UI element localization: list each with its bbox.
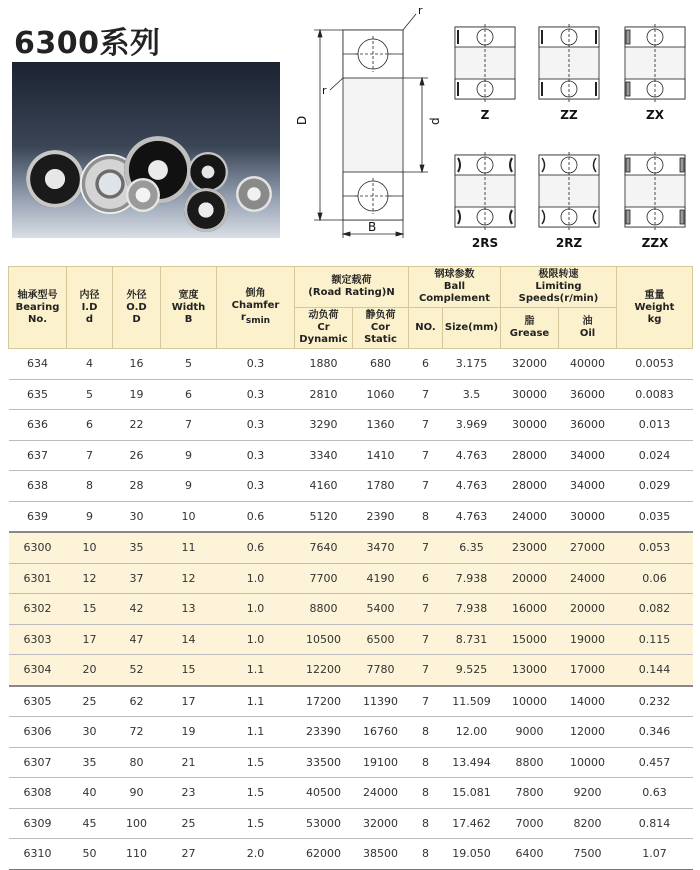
- cell-ball-count: 8: [409, 839, 443, 870]
- cell-dynamic-load: 53000: [295, 808, 353, 839]
- variant-2rs-shape: [450, 150, 520, 232]
- cell-weight: 0.053: [617, 532, 693, 563]
- cell-dynamic-load: 5120: [295, 501, 353, 532]
- cell-ball-size: 15.081: [443, 778, 501, 809]
- cell-weight: 1.07: [617, 839, 693, 870]
- cell-chamfer: 2.0: [217, 839, 295, 870]
- cell-ball-count: 7: [409, 379, 443, 410]
- cell-grease-speed: 16000: [501, 594, 559, 625]
- cell-ball-size: 11.509: [443, 686, 501, 717]
- cell-grease-speed: 24000: [501, 501, 559, 532]
- cell-inner-diameter: 17: [67, 624, 113, 655]
- cell-dynamic-load: 3340: [295, 440, 353, 471]
- cell-width: 12: [161, 563, 217, 594]
- bearing-spec-table: [8, 266, 693, 870]
- cell-width: 10: [161, 501, 217, 532]
- cell-static-load: 1360: [353, 410, 409, 441]
- cell-bearing-no: 6301: [9, 563, 67, 594]
- cell-dynamic-load: 40500: [295, 778, 353, 809]
- variant-2rz-diagram: [534, 150, 604, 250]
- cell-dynamic-load: 7700: [295, 563, 353, 594]
- table-row: [9, 717, 693, 748]
- cell-chamfer: 0.3: [217, 379, 295, 410]
- cell-bearing-no: 6305: [9, 686, 67, 717]
- bearing-photo-1: [26, 150, 84, 208]
- cell-outer-diameter: 19: [113, 379, 161, 410]
- cell-inner-diameter: 20: [67, 655, 113, 686]
- label-r-top: r: [418, 4, 423, 17]
- variant-label-2rz: 2RZ: [555, 236, 583, 250]
- cell-chamfer: 0.3: [217, 440, 295, 471]
- header-dynamic-load: 动负荷 Cr Dynamic: [295, 308, 353, 349]
- variant-zzx-diagram: [620, 150, 690, 250]
- cell-ball-size: 12.00: [443, 717, 501, 748]
- header-inner-diameter: 内径 I.D d: [67, 267, 113, 349]
- variant-2rz-shape: [534, 150, 604, 232]
- cell-ball-size: 17.462: [443, 808, 501, 839]
- cell-grease-speed: 15000: [501, 624, 559, 655]
- cell-grease-speed: 30000: [501, 379, 559, 410]
- cell-static-load: 11390: [353, 686, 409, 717]
- variant-zz-diagram: [534, 22, 604, 122]
- cell-static-load: 5400: [353, 594, 409, 625]
- header-bearing-no: 轴承型号 Bearing No.: [9, 267, 67, 349]
- cell-ball-size: 6.35: [443, 532, 501, 563]
- cell-oil-speed: 40000: [559, 349, 617, 380]
- table-body: [9, 349, 693, 870]
- cell-ball-count: 8: [409, 717, 443, 748]
- cell-weight: 0.0053: [617, 349, 693, 380]
- cell-dynamic-load: 2810: [295, 379, 353, 410]
- cell-ball-count: 7: [409, 440, 443, 471]
- table-row: [9, 839, 693, 870]
- cell-bearing-no: 6304: [9, 655, 67, 686]
- cell-inner-diameter: 50: [67, 839, 113, 870]
- cell-static-load: 1060: [353, 379, 409, 410]
- cell-outer-diameter: 90: [113, 778, 161, 809]
- cell-chamfer: 0.6: [217, 532, 295, 563]
- cell-outer-diameter: 52: [113, 655, 161, 686]
- cell-width: 15: [161, 655, 217, 686]
- cell-bearing-no: 6307: [9, 747, 67, 778]
- product-photo: [12, 62, 280, 238]
- cell-chamfer: 1.0: [217, 624, 295, 655]
- cell-grease-speed: 28000: [501, 440, 559, 471]
- cell-oil-speed: 12000: [559, 717, 617, 748]
- cell-outer-diameter: 16: [113, 349, 161, 380]
- cell-ball-count: 7: [409, 624, 443, 655]
- cell-ball-count: 7: [409, 655, 443, 686]
- table-row: [9, 349, 693, 380]
- variant-label-z: Z: [480, 108, 490, 122]
- bearing-cross-section-diagram: [288, 0, 448, 250]
- cell-oil-speed: 14000: [559, 686, 617, 717]
- cell-static-load: 19100: [353, 747, 409, 778]
- cell-oil-speed: 27000: [559, 532, 617, 563]
- header-grease-speed: 脂 Grease: [501, 308, 559, 349]
- variant-2rs-diagram: [450, 150, 520, 250]
- header-load-rating: 额定载荷 (Road Rating)N: [295, 267, 409, 308]
- cell-inner-diameter: 45: [67, 808, 113, 839]
- cell-width: 17: [161, 686, 217, 717]
- cell-weight: 0.232: [617, 686, 693, 717]
- cell-ball-count: 6: [409, 349, 443, 380]
- header-ball-complement: 钢球参数 Ball Complement: [409, 267, 501, 308]
- cell-ball-count: 8: [409, 778, 443, 809]
- cell-ball-size: 7.938: [443, 563, 501, 594]
- cell-static-load: 7780: [353, 655, 409, 686]
- cell-grease-speed: 7000: [501, 808, 559, 839]
- cell-chamfer: 1.0: [217, 594, 295, 625]
- cell-chamfer: 1.1: [217, 686, 295, 717]
- cell-outer-diameter: 28: [113, 471, 161, 502]
- bearing-photo-6: [184, 188, 228, 232]
- cell-grease-speed: 7800: [501, 778, 559, 809]
- cell-width: 14: [161, 624, 217, 655]
- cell-bearing-no: 6308: [9, 778, 67, 809]
- cell-dynamic-load: 62000: [295, 839, 353, 870]
- cell-inner-diameter: 4: [67, 349, 113, 380]
- cell-weight: 0.457: [617, 747, 693, 778]
- cell-ball-size: 4.763: [443, 440, 501, 471]
- cell-ball-count: 6: [409, 563, 443, 594]
- bearing-photo-5: [188, 152, 228, 192]
- cell-chamfer: 1.5: [217, 778, 295, 809]
- cell-dynamic-load: 8800: [295, 594, 353, 625]
- cell-static-load: 32000: [353, 808, 409, 839]
- cell-weight: 0.082: [617, 594, 693, 625]
- cell-dynamic-load: 7640: [295, 532, 353, 563]
- cell-bearing-no: 635: [9, 379, 67, 410]
- cell-inner-diameter: 40: [67, 778, 113, 809]
- cell-width: 11: [161, 532, 217, 563]
- cell-ball-size: 7.938: [443, 594, 501, 625]
- cell-oil-speed: 7500: [559, 839, 617, 870]
- label-r-left: r: [322, 84, 327, 97]
- cell-oil-speed: 36000: [559, 379, 617, 410]
- header-oil-speed: 油 Oil: [559, 308, 617, 349]
- cell-inner-diameter: 6: [67, 410, 113, 441]
- cell-inner-diameter: 7: [67, 440, 113, 471]
- cell-ball-size: 3.969: [443, 410, 501, 441]
- variant-z-shape: [450, 22, 520, 104]
- header-limiting-speeds: 极限转速 Limiting Speeds(r/min): [501, 267, 617, 308]
- cell-weight: 0.144: [617, 655, 693, 686]
- cell-oil-speed: 17000: [559, 655, 617, 686]
- table-row: [9, 563, 693, 594]
- header-ball-size: Size(mm): [443, 308, 501, 349]
- cell-chamfer: 1.0: [217, 563, 295, 594]
- cell-ball-count: 8: [409, 808, 443, 839]
- cell-grease-speed: 9000: [501, 717, 559, 748]
- cell-dynamic-load: 23390: [295, 717, 353, 748]
- cell-bearing-no: 639: [9, 501, 67, 532]
- cell-width: 5: [161, 349, 217, 380]
- cell-bearing-no: 6302: [9, 594, 67, 625]
- cell-ball-count: 7: [409, 410, 443, 441]
- cell-outer-diameter: 37: [113, 563, 161, 594]
- cell-ball-count: 7: [409, 686, 443, 717]
- cell-width: 21: [161, 747, 217, 778]
- cell-bearing-no: 636: [9, 410, 67, 441]
- cell-ball-size: 9.525: [443, 655, 501, 686]
- bearing-photo-4: [126, 178, 160, 212]
- cell-width: 23: [161, 778, 217, 809]
- table-row: [9, 410, 693, 441]
- table-row: [9, 471, 693, 502]
- cell-dynamic-load: 17200: [295, 686, 353, 717]
- cell-bearing-no: 637: [9, 440, 67, 471]
- cell-grease-speed: 10000: [501, 686, 559, 717]
- cell-ball-size: 4.763: [443, 471, 501, 502]
- table-row: [9, 624, 693, 655]
- label-inner-diameter: d: [428, 117, 442, 125]
- label-width: B: [368, 220, 377, 234]
- header-chamfer: 倒角 Chamfer $r_{smin}$: [217, 267, 295, 349]
- variant-label-zx: ZX: [646, 108, 664, 122]
- cell-ball-size: 3.5: [443, 379, 501, 410]
- cell-dynamic-load: 1880: [295, 349, 353, 380]
- cell-inner-diameter: 12: [67, 563, 113, 594]
- label-outer-diameter: D: [295, 115, 309, 125]
- table-row: [9, 501, 693, 532]
- table-row: [9, 379, 693, 410]
- cell-oil-speed: 8200: [559, 808, 617, 839]
- table-row: [9, 747, 693, 778]
- cell-ball-count: 7: [409, 594, 443, 625]
- table-row: [9, 532, 693, 563]
- cell-ball-size: 13.494: [443, 747, 501, 778]
- cell-width: 27: [161, 839, 217, 870]
- table-row: [9, 686, 693, 717]
- cell-chamfer: 1.5: [217, 747, 295, 778]
- cell-static-load: 1780: [353, 471, 409, 502]
- cell-chamfer: 1.5: [217, 808, 295, 839]
- cell-grease-speed: 28000: [501, 471, 559, 502]
- cell-ball-size: 3.175: [443, 349, 501, 380]
- cell-grease-speed: 20000: [501, 563, 559, 594]
- cell-ball-count: 7: [409, 532, 443, 563]
- header-weight: 重量 Weight kg: [617, 267, 693, 349]
- cell-weight: 0.0083: [617, 379, 693, 410]
- cell-width: 6: [161, 379, 217, 410]
- cell-bearing-no: 6306: [9, 717, 67, 748]
- cell-oil-speed: 36000: [559, 410, 617, 441]
- variant-zz-shape: [534, 22, 604, 104]
- cell-oil-speed: 30000: [559, 501, 617, 532]
- cell-dynamic-load: 4160: [295, 471, 353, 502]
- cell-static-load: 3470: [353, 532, 409, 563]
- page-title: 6300系列: [14, 26, 161, 61]
- cell-static-load: 6500: [353, 624, 409, 655]
- cell-dynamic-load: 12200: [295, 655, 353, 686]
- cell-grease-speed: 8800: [501, 747, 559, 778]
- variant-label-2rs: 2RS: [471, 236, 499, 250]
- cell-width: 9: [161, 471, 217, 502]
- cell-width: 13: [161, 594, 217, 625]
- cell-outer-diameter: 26: [113, 440, 161, 471]
- cell-oil-speed: 19000: [559, 624, 617, 655]
- header-width: 宽度 Width B: [161, 267, 217, 349]
- cell-oil-speed: 9200: [559, 778, 617, 809]
- cell-bearing-no: 6303: [9, 624, 67, 655]
- cell-ball-count: 7: [409, 471, 443, 502]
- cell-dynamic-load: 10500: [295, 624, 353, 655]
- cell-width: 19: [161, 717, 217, 748]
- cell-outer-diameter: 110: [113, 839, 161, 870]
- cell-weight: 0.06: [617, 563, 693, 594]
- cell-bearing-no: 6300: [9, 532, 67, 563]
- cell-chamfer: 1.1: [217, 655, 295, 686]
- cell-inner-diameter: 15: [67, 594, 113, 625]
- cell-bearing-no: 6309: [9, 808, 67, 839]
- cell-outer-diameter: 72: [113, 717, 161, 748]
- cell-width: 9: [161, 440, 217, 471]
- cell-outer-diameter: 22: [113, 410, 161, 441]
- variant-zx-diagram: [620, 22, 690, 122]
- cell-bearing-no: 6310: [9, 839, 67, 870]
- cell-oil-speed: 20000: [559, 594, 617, 625]
- table-row: [9, 778, 693, 809]
- cell-chamfer: 0.3: [217, 471, 295, 502]
- cell-outer-diameter: 80: [113, 747, 161, 778]
- cell-weight: 0.035: [617, 501, 693, 532]
- cell-ball-size: 4.763: [443, 501, 501, 532]
- cell-chamfer: 0.3: [217, 349, 295, 380]
- cell-static-load: 38500: [353, 839, 409, 870]
- cell-inner-diameter: 25: [67, 686, 113, 717]
- cell-outer-diameter: 35: [113, 532, 161, 563]
- cell-static-load: 16760: [353, 717, 409, 748]
- cell-oil-speed: 34000: [559, 471, 617, 502]
- cell-ball-size: 19.050: [443, 839, 501, 870]
- cell-inner-diameter: 9: [67, 501, 113, 532]
- header-outer-diameter: 外径 O.D D: [113, 267, 161, 349]
- table-row: [9, 440, 693, 471]
- cell-bearing-no: 634: [9, 349, 67, 380]
- cell-ball-count: 8: [409, 501, 443, 532]
- cell-static-load: 4190: [353, 563, 409, 594]
- cell-bearing-no: 638: [9, 471, 67, 502]
- cell-grease-speed: 32000: [501, 349, 559, 380]
- cell-weight: 0.115: [617, 624, 693, 655]
- table-row: [9, 808, 693, 839]
- cell-width: 7: [161, 410, 217, 441]
- cell-static-load: 24000: [353, 778, 409, 809]
- table-row: [9, 655, 693, 686]
- cell-grease-speed: 13000: [501, 655, 559, 686]
- table-row: [9, 594, 693, 625]
- cell-weight: 0.346: [617, 717, 693, 748]
- cell-oil-speed: 24000: [559, 563, 617, 594]
- cell-weight: 0.63: [617, 778, 693, 809]
- cell-dynamic-load: 3290: [295, 410, 353, 441]
- cell-grease-speed: 6400: [501, 839, 559, 870]
- cell-outer-diameter: 100: [113, 808, 161, 839]
- variant-label-zz: ZZ: [560, 108, 578, 122]
- cell-inner-diameter: 10: [67, 532, 113, 563]
- variant-label-zzx: ZZX: [641, 236, 669, 250]
- cell-outer-diameter: 62: [113, 686, 161, 717]
- cell-oil-speed: 34000: [559, 440, 617, 471]
- bearing-photo-7: [236, 176, 272, 212]
- header-ball-count: NO.: [409, 308, 443, 349]
- cell-grease-speed: 23000: [501, 532, 559, 563]
- variant-zx-shape: [620, 22, 690, 104]
- cell-outer-diameter: 42: [113, 594, 161, 625]
- variant-zzx-shape: [620, 150, 690, 232]
- table-header: [9, 267, 693, 349]
- cell-static-load: 680: [353, 349, 409, 380]
- variant-z-diagram: [450, 22, 520, 122]
- header-static-load: 静负荷 Cor Static: [353, 308, 409, 349]
- cell-static-load: 1410: [353, 440, 409, 471]
- cell-inner-diameter: 8: [67, 471, 113, 502]
- cell-chamfer: 0.3: [217, 410, 295, 441]
- cell-weight: 0.013: [617, 410, 693, 441]
- cell-static-load: 2390: [353, 501, 409, 532]
- cell-dynamic-load: 33500: [295, 747, 353, 778]
- cell-inner-diameter: 30: [67, 717, 113, 748]
- cell-outer-diameter: 30: [113, 501, 161, 532]
- cell-oil-speed: 10000: [559, 747, 617, 778]
- cell-outer-diameter: 47: [113, 624, 161, 655]
- cell-ball-size: 8.731: [443, 624, 501, 655]
- cell-chamfer: 0.6: [217, 501, 295, 532]
- cell-inner-diameter: 35: [67, 747, 113, 778]
- cell-weight: 0.029: [617, 471, 693, 502]
- cell-width: 25: [161, 808, 217, 839]
- cell-ball-count: 8: [409, 747, 443, 778]
- cell-weight: 0.024: [617, 440, 693, 471]
- cell-chamfer: 1.1: [217, 717, 295, 748]
- cell-grease-speed: 30000: [501, 410, 559, 441]
- cell-inner-diameter: 5: [67, 379, 113, 410]
- cell-weight: 0.814: [617, 808, 693, 839]
